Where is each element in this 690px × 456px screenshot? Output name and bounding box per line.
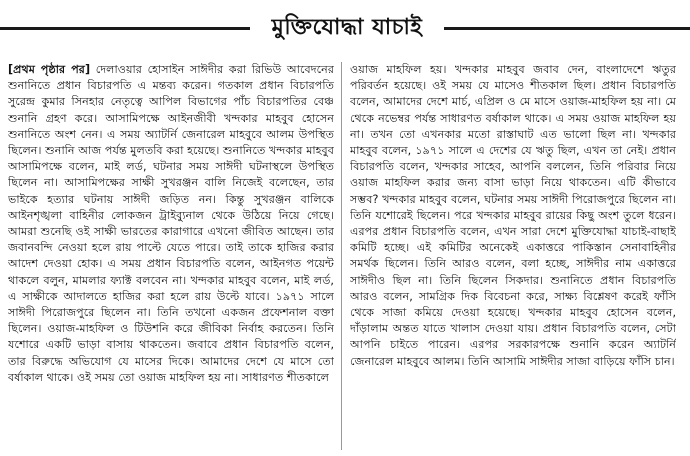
header-rule-left (0, 27, 250, 30)
left-column-paragraph (8, 62, 334, 386)
right-column-text: ওয়াজ মাহফিল হয়। খন্দকার মাহবুব জবাব দেন, বাংলাদেশে ঋতুর পরিবর্তন হয়েছে। ওই সময় যে মাসেও শীতকাল ছিল। প্রধান বিচারপতি বলেন, আমাদের দেশে মার্চ, এপ্রিল ও মে মাসে ওয়াজ-মাহফিল হয় না। মে থেকে নভেম্বর পর্যন্ত সাধারণত বর্ষাকাল থাকে। এ সময় ওয়াজ মাহফিল হয় না। তখন তো এখনকার মতো রাস্তাঘাট এত ভালো ছিল না। খন্দকার মাহবুব বলেন, ১৯৭১ সালে এ দেশের যে ঋতু ছিল, এখন তা নেই। প্রধান বিচারপতি বলেন, খন্দকার সাহেব, আপনি বললেন, তিনি পরিবার নিয়ে ওয়াজ মাহফিল করার জন্য বাসা ভাড়া নিয়ে থাকতেন। এটি কীভাবে সম্ভব? খন্দকার মাহবুব বলেন, ঘটনার সময় সাঈদী পিরোজপুরে ছিলেন না। তিনি যশোরেই ছিলেন। পরে খন্দকার মাহবুব রায়ের কিছু অংশ তুলে ধরেন। এরপর প্রধান বিচারপতি বলেন, এখন সারা দেশে মুক্তিযোদ্ধা যাচাই-বাছাই কমিটি হচ্ছে। এই কমিটির অনেকেই একাত্তরে পাকিস্তান সেনাবাহিনীর সমর্থক ছিলেন। তিনি আরও বলেন, বলা হচ্ছে, সাঈদীর নাম একাত্তরে সাঈদীও ছিল না। তিনি ছিলেন সিকদার। শুনানিতে প্রধান বিচারপতি আরও বলেন, সামগ্রিক দিক বিবেচনা করে, সাক্ষ্য বিশ্লেষণ করেই ফাঁসি থেকে সাজা কমিয়ে দেওয়া হয়েছে। খন্দকার মাহবুব হোসেন বলেন, দাঁড়ালাম অন্তত যাতে খালাস দেওয়া যায়। প্রধান বিচারপতি বলেন, সেটা আপনি চাইতে পারেন। এরপর সরকারপক্ষে শুনানি করেন অ্যাটর্নি জেনারেল মাহবুবে আলম। তিনি আসামি সাঈদীর সাজা বাড়িয়ে ফাঁসি চান। (350, 63, 676, 368)
article-header (0, 8, 690, 48)
article-title: মুক্তিযোদ্ধা যাচাই (271, 15, 423, 40)
left-column (8, 62, 334, 452)
article-body (8, 62, 684, 452)
column-divider (341, 62, 342, 450)
left-column-text: দেলাওয়ার হোসাইন সাঈদীর করা রিভিউ আবেদনের শুনানিতে প্রধান বিচারপতি এ মন্তব্য করেন। গতকাল প্রধান বিচারপতি সুরেন্দ্র কুমার সিনহার নেতৃত্বে আপিল বিভাগের পাঁচ বিচারপতির বেঞ্চ শুনানি গ্রহণ করে। আসামিপক্ষে আইনজীবী খন্দকার মাহবুব হোসেন শুনানিতে অংশ নেন। এ সময় অ্যাটর্নি জেনারেল মাহবুবে আলম উপস্থিত ছিলেন। শুনানি আজ পর্যন্ত মুলতবি করা হয়েছে। শুনানিতে খন্দকার মাহবুব আসামিপক্ষে বলেন, মাই লর্ড, ঘটনার সময় সাঈদী ঘটনাস্থলে উপস্থিত ছিলেন না। আসামিপক্ষের সাক্ষী সুখরঞ্জন বালি নিজেই বলেছেন, তার ভাইকে হত্যার ঘটনায় সাঈদী জড়িত নন। কিন্তু সুখরঞ্জন বালিকে আইনশৃঙ্খলা বাহিনীর লোকজন ট্রাইব্যুনাল থেকে উঠিয়ে নিয়ে গেছে। আমরা শুনেছি ওই সাক্ষী ভারতের কারাগারে এখনো জীবিত আছেন। তার জবানবন্দি নেওয়া হলে রায় পাল্টে যেতে পারে। তাই তাকে হাজির করার আদেশ দেওয়া হোক। এ সময় প্রধান বিচারপতি বলেন, আইনগত পয়েন্ট থাকলে বলুন, মামলার ফ্যাক্ট বলবেন না। খন্দকার মাহবুব বলেন, মাই লর্ড, এ সাক্ষীকে আদালতে হাজির করা হলে রায় উল্টে যাবে। ১৯৭১ সালে সাঈদী পিরোজপুরে ছিলেন না। তিনি তখনো একজন প্রফেশনাল বক্তা ছিলেন। ওয়াজ-মাহফিল ও টিউশনি করে জীবিকা নির্বাহ করতেন। তিনি যশোরে একটি ভাড়া বাসায় থাকতেন। জবাবে প্রধান বিচারপতি বলেন, তার বিরুদ্ধে অভিযোগ যে মাসের দিকে। আমাদের দেশে যে মাসে তো বর্ষাকাল থাকে। ওই সময় তো ওয়াজ মাহফিল হয় না। সাধারণত শীতকালে (8, 63, 334, 384)
right-column (350, 62, 676, 452)
header-rule-right (444, 27, 690, 30)
continued-label: [প্রথম পৃষ্ঠার পর] (8, 63, 91, 76)
